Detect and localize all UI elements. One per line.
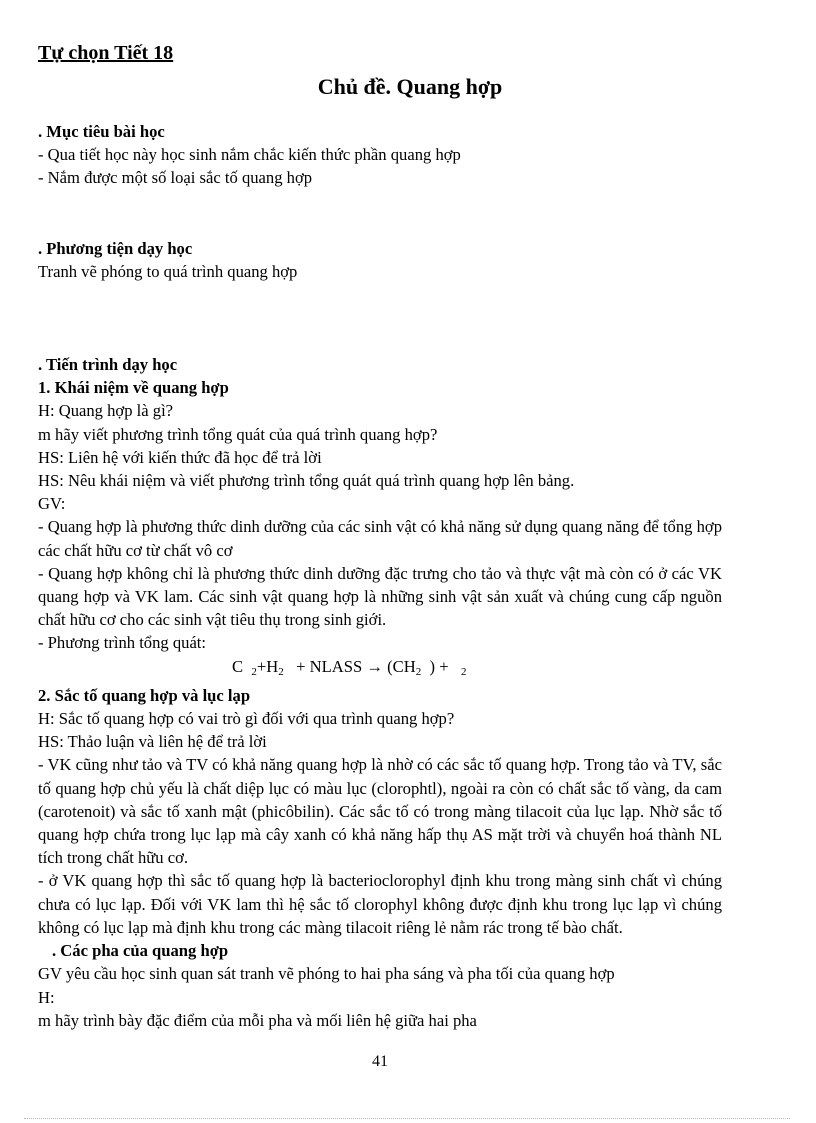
text-line: GV:: [38, 494, 66, 514]
subsection-heading-phases: . Các pha của quang hợp: [52, 941, 229, 961]
text-line: H: Quang hợp là gì?: [38, 401, 174, 421]
paragraph: - Quang hợp không chỉ là phương thức dinh dưỡng đặc trưng cho tảo và thực vật mà còn có ở các VK quang hợp và VK lam. Các sinh vật quang hợp là những sinh vật sản xuất và chúng cung cấp nguồn chất hữu cơ cho các sinh vật tiêu thụ trong sinh giới.: [38, 563, 722, 630]
objective-line: - Nắm được một số loại sắc tố quang hợp: [38, 168, 313, 188]
subsection-heading-concept: 1. Khái niệm về quang hợp: [38, 378, 229, 398]
document-page: [38, 40, 722, 1032]
text-line: HS: Nêu khái niệm và viết phương trình tổng quát quá trình quang hợp lên bảng.: [38, 471, 575, 491]
paragraph: - Quang hợp là phương thức dinh dưỡng của các sinh vật có khả năng sử dụng quang năng để tổng hợp các chất hữu cơ từ chất vô cơ: [38, 517, 722, 560]
text-line: HS: Thảo luận và liên hệ để trả lời: [38, 732, 267, 752]
paragraph: - ở VK quang hợp thì sắc tố quang hợp là bacterioclorophyl định khu trong màng sinh chất vì chúng chưa có lục lạp. Đối với VK lam thì hệ sắc tố clorophyl không được định khu trong lục lạp vì chúng không có lục lạp mà định khu trong các màng tilacoit riêng lẻ nằm rác trong tế bào chất.: [38, 871, 722, 937]
text-line: GV yêu cầu học sinh quan sát tranh vẽ phóng to hai pha sáng và pha tối của quang hợp: [38, 964, 615, 984]
text-line: H: Sắc tố quang hợp có vai trò gì đối với qua trình quang hợp?: [38, 709, 455, 729]
section-heading-procedure: . Tiến trình dạy học: [38, 355, 178, 375]
text-line: - Phương trình tổng quát:: [38, 633, 207, 653]
general-equation: C $_2+H_2$ + NLASS → ($CH_2$ ) + $_2$: [232, 656, 467, 678]
paragraph: - VK cũng như tảo và TV có khả năng quang hợp là nhờ có các sắc tố quang hợp. Trong tảo và TV, sắc tố quang hợp chủ yếu là chất diệp lục có màu lục (clorophtl), ngoài ra còn có chất sắc tố vàng, da cam (carotenoit) và sắc tố xanh mật (phicôbilin). Các sắc tố có trong màng tilacoit của lục lạp. Nhờ sắc tố quang hợp chứa trong lục lạp mà cây xanh có khả năng hấp thụ AS mặt trời và chuyển hoá thành NL tích trong chất hữu cơ.: [38, 755, 722, 868]
text-line: m hãy viết phương trình tổng quát của quá trình quang hợp?: [38, 424, 438, 444]
page-bottom-divider: [24, 1118, 790, 1119]
page-title: Chủ đề. Quang hợp: [317, 74, 503, 99]
section-heading-objectives: . Mục tiêu bài học: [38, 122, 165, 141]
subsection-heading-pigments: 2. Sắc tố quang hợp và lục lạp: [38, 685, 251, 705]
text-line: H:: [38, 987, 55, 1007]
objective-line: - Qua tiết học này học sinh nắm chắc kiến thức phần quang hợp: [38, 145, 461, 165]
lesson-header: Tự chọn Tiết 18: [38, 42, 174, 64]
text-line: m hãy trình bày đặc điểm của mỗi pha và mối liên hệ giữa hai pha: [38, 1010, 477, 1030]
section-heading-materials: . Phương tiện dạy học: [38, 238, 193, 258]
text-line: HS: Liên hệ với kiến thức đã học để trả lời: [38, 447, 322, 467]
page-number: 41: [372, 1053, 388, 1070]
materials-line: Tranh vẽ phóng to quá trình quang hợp: [38, 261, 298, 281]
